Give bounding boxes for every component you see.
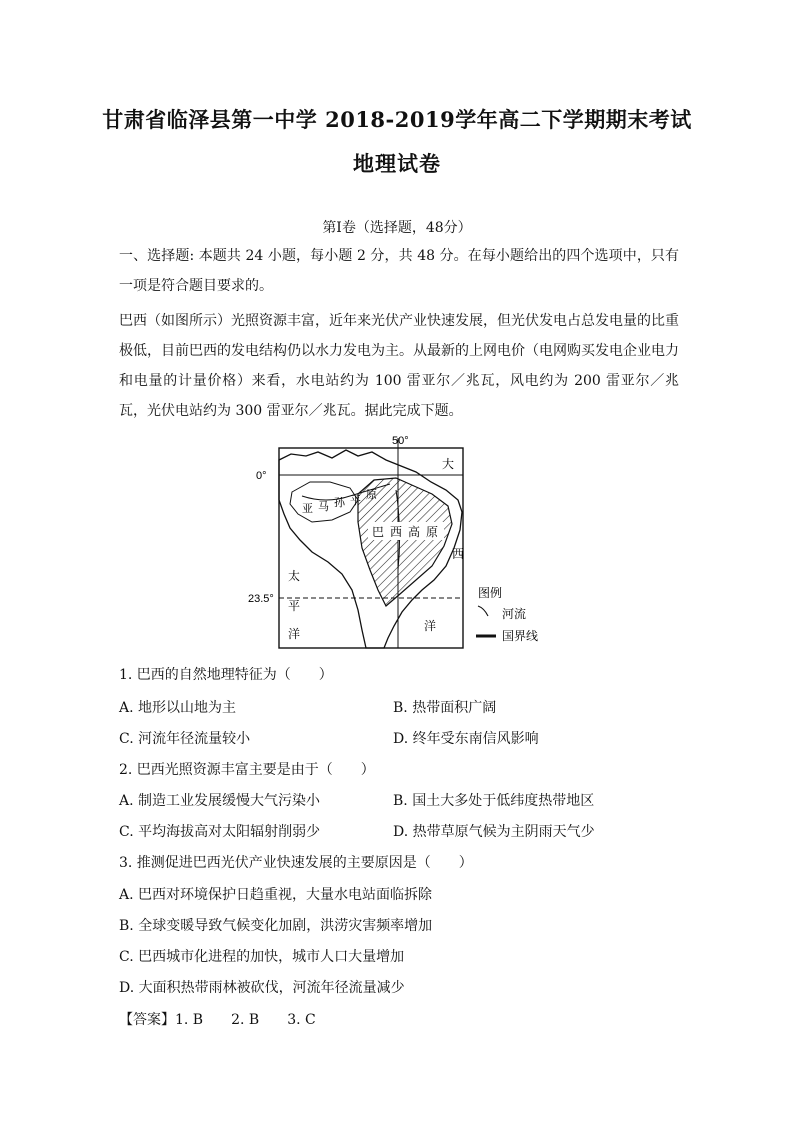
option-b: B. 全球变暖导致气候变化加剧，洪涝灾害频率增加 (119, 918, 433, 934)
option-b: B. 国土大多处于低纬度热带地区 (393, 793, 595, 809)
ocean-char: 洋 (424, 619, 437, 633)
plateau-char: 高 (408, 525, 421, 539)
option-a: A. 制造工业发展缓慢大气污染小 (119, 793, 321, 809)
ocean-char: 太 (288, 569, 301, 583)
option-b: B. 热带面积广阔 (393, 700, 497, 716)
legend-border: 国界线 (502, 629, 539, 643)
equator-label: 0° (256, 470, 267, 482)
lon-label: 50° (392, 435, 409, 447)
plateau-char: 巴 (372, 525, 385, 539)
question-stem: 3. 推测促进巴西光伏产业快速发展的主要原因是（ ） (119, 855, 473, 871)
exam-title: 甘肃省临泽县第一中学 2018-2019学年高二下学期期末考试 (102, 107, 692, 132)
option-d: D. 热带草原气候为主阴雨天气少 (393, 824, 595, 840)
plateau-char: 西 (390, 525, 403, 539)
option-c: C. 巴西城市化进程的加快，城市人口大量增加 (119, 949, 405, 965)
answer-key: 【答案】1. B 2. B 3. C (119, 1012, 316, 1028)
amazon-char: 原 (366, 488, 377, 501)
legend-title: 图例 (478, 586, 503, 600)
option-c: C. 河流年径流量较小 (119, 731, 251, 747)
amazon-char: 亚 (302, 502, 313, 515)
ocean-char: 平 (288, 599, 301, 613)
legend-river: 河流 (502, 607, 527, 621)
option-d: D. 大面积热带雨林被砍伐，河流年径流量减少 (119, 980, 405, 996)
ocean-char: 大 (442, 457, 455, 471)
option-a: A. 地形以山地为主 (119, 700, 237, 716)
legend-river-symbol (478, 606, 488, 616)
amazon-char: 马 (318, 500, 329, 513)
option-c: C. 平均海拔高对太阳辐射削弱少 (119, 824, 321, 840)
exam-subject: 地理试卷 (353, 151, 441, 176)
ocean-char: 洋 (288, 627, 301, 641)
instructions: 一、选择题: 本题共 24 小题，每小题 2 分，共 48 分。在每小题给出的四个选项中，只有一项是符合题目要求的。 (119, 248, 679, 294)
plateau-char: 原 (426, 525, 439, 539)
passage: 巴西（如图所示）光照资源丰富，近年来光伏产业快速发展，但光伏发电占总发电量的比重极低，目前巴西的发电结构仍以水力发电为主。从最新的上网电价（电网购买发电企业电力和电量的计量价格）来看，水电站约为 100 雷亚尔／兆瓦，风电约为 200 雷亚尔／兆瓦，光伏电站约为 300 雷亚尔／兆瓦。据此完成下题。 (119, 313, 679, 419)
amazon-char: 平 (350, 494, 361, 507)
tropic-label: 23.5° (248, 593, 274, 605)
question-stem: 1. 巴西的自然地理特征为（ ） (119, 667, 333, 683)
section-title: 第Ⅰ卷（选择题，48分） (322, 220, 472, 236)
amazon-char: 孙 (334, 496, 345, 509)
plateau-label (368, 522, 444, 540)
option-d: D. 终年受东南信风影响 (393, 731, 539, 747)
question-stem: 2. 巴西光照资源丰富主要是由于（ ） (119, 762, 375, 778)
brazil-map (246, 430, 576, 656)
ocean-char: 西 (452, 547, 465, 561)
option-a: A. 巴西对环境保护日趋重视，大量水电站面临拆除 (119, 887, 433, 903)
